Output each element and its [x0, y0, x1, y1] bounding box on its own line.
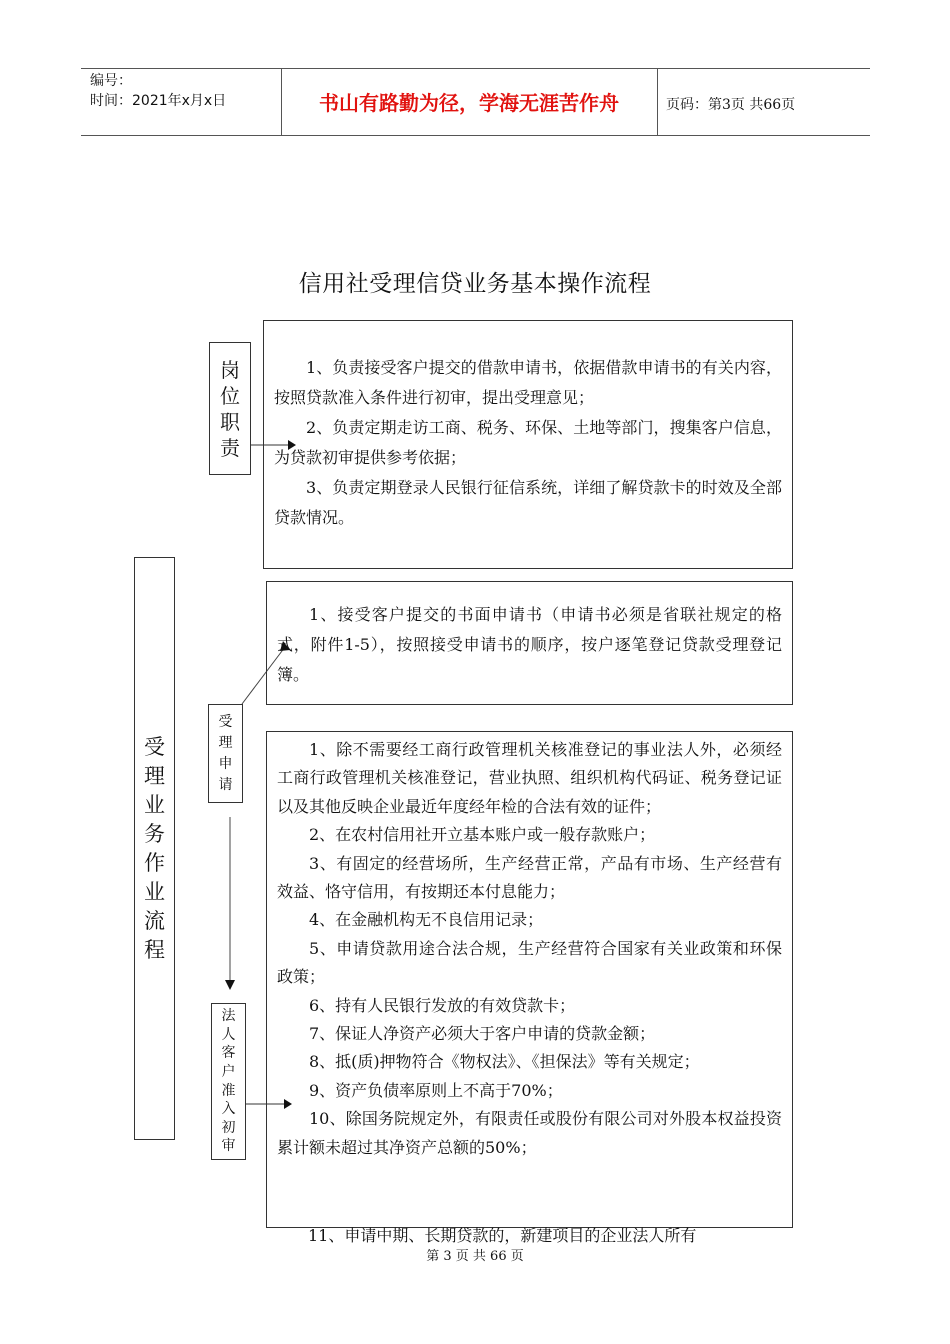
- document-title: 信用社受理信贷业务基本操作流程: [298, 271, 652, 297]
- precheck-item: 1、除不需要经工商行政管理机关核准登记的事业法人外，必须经工商行政管理机关核准登记，营业执照、组织机构代码证、税务登记证以及其他反映企业最近年度经年检的合法有效的证件；: [277, 740, 782, 816]
- apply-item: 1、接受客户提交的书面申请书（申请书必须是省联社规定的格式，附件1-5），按照接受申请书的顺序，按户逐笔登记贷款受理登记簿。: [277, 605, 782, 684]
- precheck-label-char: 客: [221, 1045, 236, 1062]
- process-label-char: 受: [144, 734, 165, 759]
- precheck-item: 5、申请贷款用途合法合规，生产经营符合国家有关业政策和环保政策；: [277, 938, 782, 987]
- duty-item: 3、负责定期登录人民银行征信系统，详细了解贷款卡的时效及全部贷款情况。: [274, 478, 782, 527]
- apply-box: [266, 581, 793, 705]
- duty-label-char: 职: [220, 409, 240, 434]
- precheck-item: 2、在农村信用社开立基本账户或一般存款账户；: [309, 825, 656, 845]
- apply-label-char: 请: [218, 776, 233, 793]
- header-number: 编号：: [90, 73, 132, 89]
- precheck-item: 7、保证人净资产必须大于客户申请的贷款金额；: [309, 1024, 656, 1044]
- precheck-item: 10、除国务院规定外，有限责任或股份有限公司对外股本权益投资累计额未超过其净资产总额的50%；: [277, 1109, 782, 1157]
- duty-label-char: 位: [220, 383, 240, 408]
- apply-label-char: 申: [218, 755, 233, 772]
- header-time: 时间：2021年x月x日: [90, 93, 227, 109]
- duty-label-char: 岗: [220, 357, 240, 382]
- apply-label: [208, 704, 243, 803]
- process-label: [134, 557, 175, 1140]
- precheck-item: 4、在金融机构无不良信用记录；: [309, 910, 544, 930]
- apply-label-char: 理: [218, 734, 233, 751]
- precheck-label-char: 人: [221, 1026, 236, 1043]
- precheck-label: [211, 1003, 246, 1160]
- precheck-box: [266, 731, 793, 1228]
- overflow-line: 11、申请中期、长期贷款的，新建项目的企业法人所有: [308, 1226, 697, 1245]
- process-label-char: 务: [144, 821, 165, 846]
- precheck-label-char: 准: [221, 1082, 236, 1099]
- apply-label-char: 受: [218, 713, 233, 730]
- duty-box: [263, 320, 793, 569]
- page-footer: 第 3 页 共 66 页: [426, 1249, 524, 1264]
- header-page-info: 页码：第3页 共66页: [666, 97, 796, 113]
- precheck-item: 9、资产负债率原则上不高于70%；: [309, 1080, 563, 1100]
- precheck-label-char: 初: [221, 1119, 236, 1136]
- process-label-char: 程: [144, 937, 165, 962]
- duty-item: 1、负责接受客户提交的借款申请书，依据借款申请书的有关内容，按照贷款准入条件进行初审，提出受理意见；: [274, 358, 782, 407]
- precheck-label-char: 户: [221, 1063, 236, 1080]
- process-label-char: 理: [144, 763, 165, 788]
- duty-label-char: 责: [220, 435, 240, 460]
- precheck-label-char: 审: [221, 1138, 236, 1155]
- header-motto: 书山有路勤为径，学海无涯苦作舟: [319, 91, 619, 115]
- precheck-item: 3、有固定的经营场所，生产经营正常，产品有市场、生产经营有效益、恪守信用，有按期还本付息能力；: [277, 853, 782, 902]
- precheck-label-char: 入: [221, 1101, 236, 1118]
- precheck-item: 8、抵(质)押物符合《物权法》、《担保法》等有关规定；: [309, 1052, 700, 1072]
- precheck-label-char: 法: [221, 1008, 236, 1025]
- duty-label: [209, 342, 251, 475]
- process-label-char: 业: [144, 879, 165, 904]
- precheck-item: 6、持有人民银行发放的有效贷款卡；: [309, 995, 576, 1015]
- duty-item: 2、负责定期走访工商、税务、环保、土地等部门，搜集客户信息，为贷款初审提供参考依据；: [274, 418, 782, 467]
- process-label-char: 业: [144, 792, 165, 817]
- process-label-char: 作: [144, 850, 165, 875]
- process-label-char: 流: [144, 908, 165, 933]
